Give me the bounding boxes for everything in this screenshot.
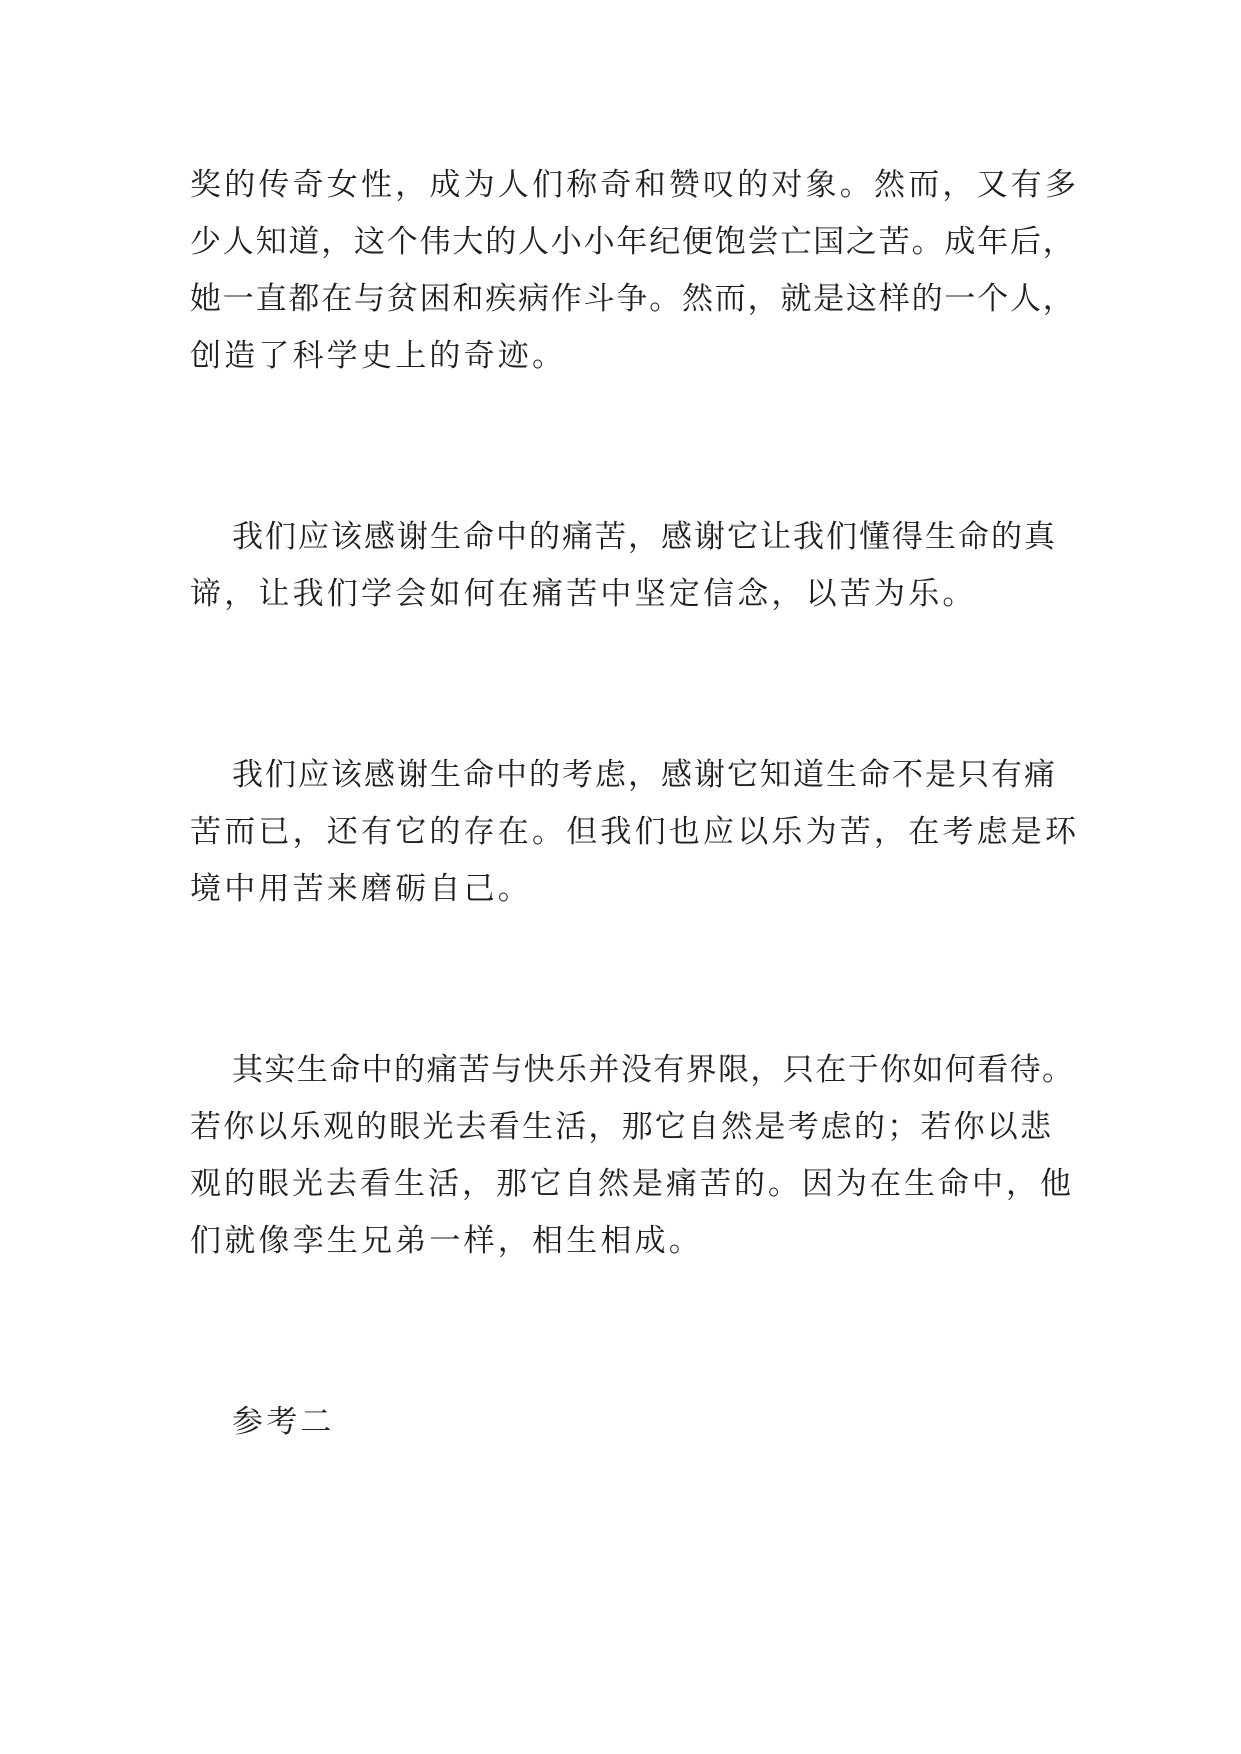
paragraph-1-line-4: 创造了科学史上的奇迹。: [190, 338, 567, 374]
paragraph-1-line-2: 少人知道，这个伟大的人小小年纪便饱尝亡国之苦。成年后，: [190, 224, 1076, 260]
paragraph-3-line-1: 我们应该感谢生命中的考虑，感谢它知道生命不是只有痛: [232, 757, 1057, 793]
paragraph-3-line-3: 境中用苦来磨砺自己。: [190, 871, 532, 907]
paragraph-2-line-2: 谛，让我们学会如何在痛苦中坚定信念，以苦为乐。: [190, 576, 977, 612]
paragraph-4-line-4: 们就像孪生兄弟一样，相生相成。: [190, 1223, 703, 1259]
paragraph-1-line-1: 奖的传奇女性，成为人们称奇和赞叹的对象。然而，又有多: [190, 167, 1080, 203]
paragraph-4-line-1: 其实生命中的痛苦与快乐并没有界限，只在于你如何看待。: [232, 1052, 1075, 1088]
paragraph-1-line-3: 她一直都在与贫困和疾病作斗争。然而，就是这样的一个人，: [190, 281, 1076, 317]
section-heading: 参考二: [232, 1404, 335, 1440]
paragraph-3-line-2: 苦而已，还有它的存在。但我们也应以乐为苦，在考虑是环: [190, 814, 1080, 850]
paragraph-4-line-2: 若你以乐观的眼光去看生活，那它自然是考虑的；若你以悲: [190, 1109, 1054, 1145]
paragraph-2-line-1: 我们应该感谢生命中的痛苦，感谢它让我们懂得生命的真: [232, 519, 1057, 555]
paragraph-4-line-3: 观的眼光去看生活，那它自然是痛苦的。因为在生命中，他: [190, 1166, 1074, 1202]
